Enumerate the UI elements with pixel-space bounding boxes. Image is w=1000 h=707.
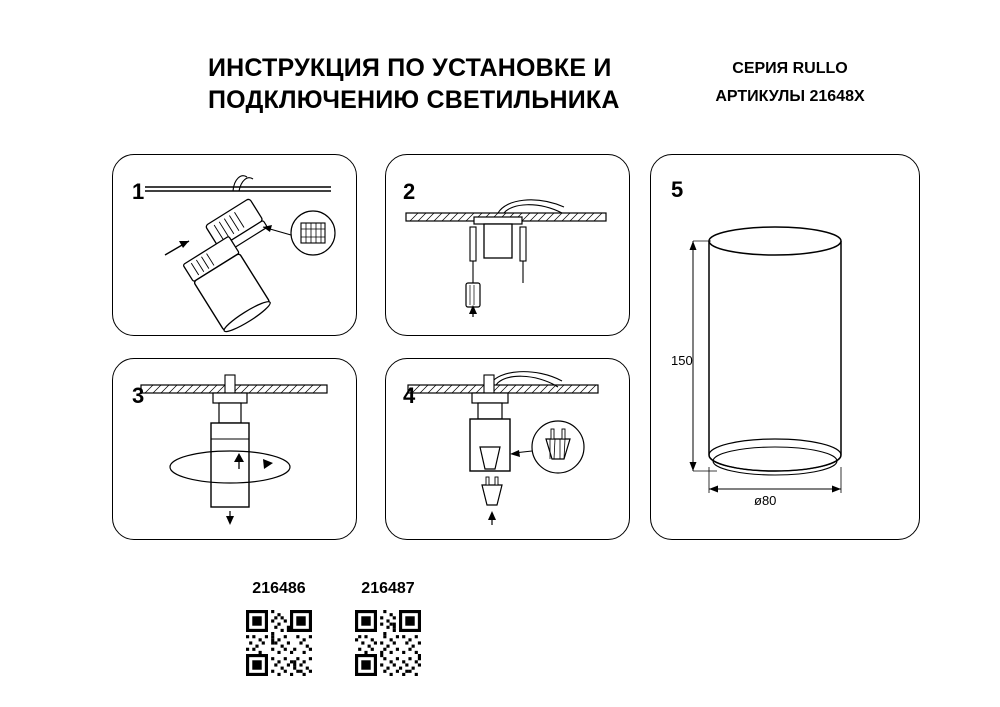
page-title-line-2: ПОДКЛЮЧЕНИЮ СВЕТИЛЬНИКА	[208, 86, 620, 114]
step-3-illustration	[113, 359, 358, 541]
step-panel-4	[385, 358, 630, 540]
dimension-diameter-label: ø80	[754, 493, 777, 508]
article-label: АРТИКУЛЫ 21648X	[715, 88, 865, 105]
step-4-illustration	[386, 359, 631, 541]
step-number-2: 2	[403, 179, 416, 204]
code-label-1: 216486	[252, 580, 306, 597]
step-panel-2	[385, 154, 630, 336]
step-number-4: 4	[403, 383, 416, 408]
code-label-2: 216487	[361, 580, 415, 597]
step-panel-5	[650, 154, 920, 540]
step-number-3: 3	[132, 383, 145, 408]
series-info	[660, 55, 920, 111]
page-title-line-1: ИНСТРУКЦИЯ ПО УСТАНОВКЕ И	[208, 54, 612, 82]
step-number-5: 5	[671, 177, 684, 202]
qr-code-216487	[355, 610, 421, 676]
dimension-height-label: 150	[671, 353, 693, 368]
qr-code-216486	[246, 610, 312, 676]
step-panel-3	[112, 358, 357, 540]
page-title	[208, 52, 638, 116]
dimension-drawing	[651, 155, 921, 541]
step-panel-1	[112, 154, 357, 336]
step-1-illustration	[113, 155, 358, 337]
step-number-1: 1	[132, 179, 145, 204]
series-label: СЕРИЯ RULLO	[732, 60, 848, 77]
step-2-illustration	[386, 155, 631, 337]
